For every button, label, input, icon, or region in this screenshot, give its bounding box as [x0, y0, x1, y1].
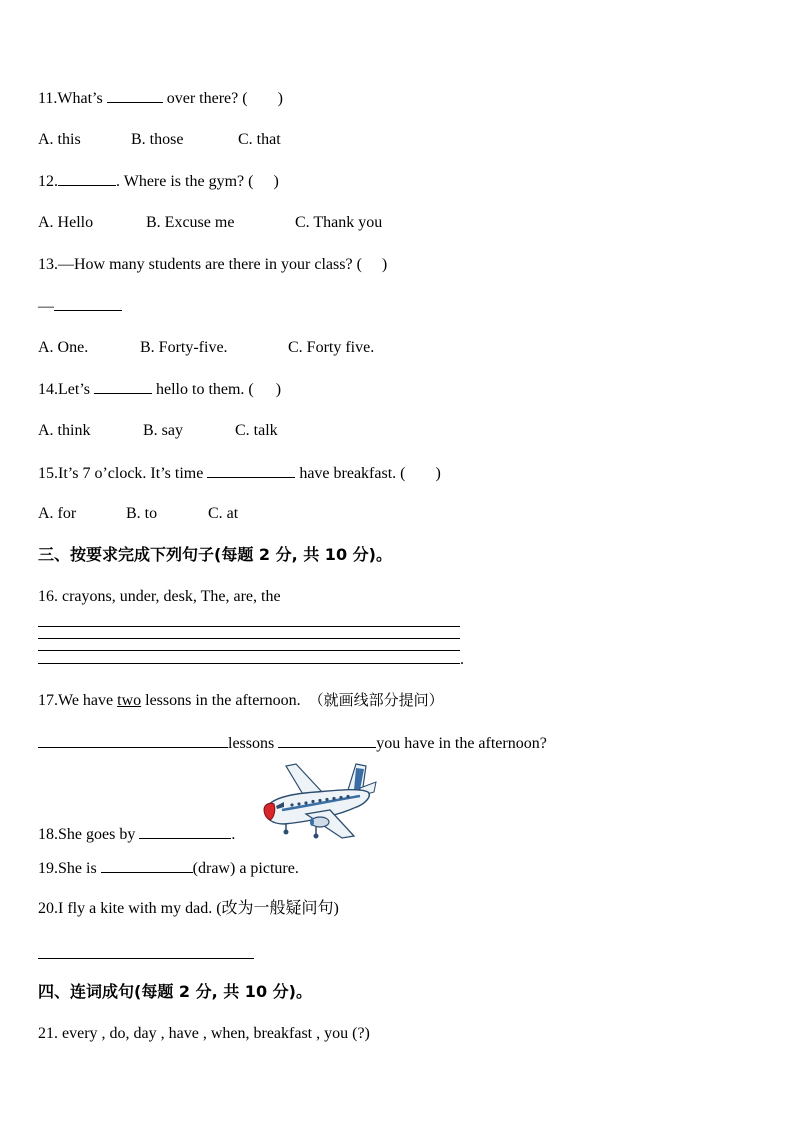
question-19: 19.She is (draw) a picture. — [38, 860, 299, 877]
question-12: 12. . Where is the gym? ( ) — [38, 173, 279, 190]
question-11: 11.What’s over there? ( ) — [38, 90, 283, 107]
writing-line[interactable] — [38, 638, 460, 639]
options-13 — [38, 338, 374, 358]
answer-blank[interactable] — [54, 296, 122, 311]
options-12 — [38, 213, 382, 233]
question-18: 18.She goes by . — [38, 826, 236, 843]
writing-line[interactable] — [38, 626, 460, 627]
options-14 — [38, 421, 278, 441]
question-21: 21. every , do, day , have , when, breakfast , you (?) — [38, 1025, 370, 1042]
answer-blank[interactable] — [94, 379, 152, 394]
plane-wheel — [314, 834, 319, 839]
option-a[interactable]: A. think — [38, 422, 91, 439]
answer-blank[interactable] — [101, 858, 193, 873]
section-heading-3: 三、按要求完成下列句子(每题 2 分, 共 10 分)。 — [38, 545, 392, 564]
question-20: 20.I fly a kite with my dad. (改为一般疑问句) — [38, 900, 339, 917]
options-11 — [38, 130, 281, 150]
section-heading-4: 四、连词成句(每题 2 分, 共 10 分)。 — [38, 982, 312, 1001]
plane-wheel — [284, 830, 289, 835]
answer-blank[interactable] — [107, 88, 163, 103]
plane-wing-far — [286, 764, 322, 796]
question-14: 14.Let’s hello to them. ( ) — [38, 381, 282, 398]
options-15 — [38, 504, 238, 524]
option-b[interactable]: B. say — [143, 422, 183, 439]
plane-nose — [264, 803, 275, 820]
option-c[interactable]: C. Forty five. — [288, 339, 375, 356]
airplane-image — [256, 760, 378, 842]
answer-blank[interactable] — [278, 733, 376, 748]
option-a[interactable]: A. One. — [38, 339, 89, 356]
writing-line[interactable] — [38, 663, 460, 664]
option-c[interactable]: C. at — [208, 505, 239, 522]
option-c[interactable]: C. talk — [235, 422, 278, 439]
period-mark: . — [460, 651, 464, 668]
writing-line[interactable] — [38, 650, 460, 651]
writing-line[interactable] — [38, 958, 254, 959]
option-a[interactable]: A. Hello — [38, 214, 94, 231]
option-c[interactable]: C. Thank you — [295, 214, 383, 231]
answer-blank[interactable] — [58, 171, 116, 186]
option-a[interactable]: A. for — [38, 505, 77, 522]
answer-blank[interactable] — [139, 824, 231, 839]
option-b[interactable]: B. to — [126, 505, 158, 522]
answer-line-17: lessons you have in the afternoon? — [38, 733, 547, 754]
answer-line-13: — — [38, 296, 122, 317]
option-a[interactable]: A. this — [38, 131, 81, 148]
question-17: 17.We have two lessons in the afternoon. （就画线部分提问） — [38, 691, 444, 709]
underlined-word: two — [117, 692, 142, 709]
question-13: 13.—How many students are there in your class? ( ) — [38, 256, 388, 273]
answer-blank[interactable] — [207, 463, 295, 478]
option-c[interactable]: C. that — [238, 131, 281, 148]
answer-blank[interactable] — [38, 733, 228, 748]
option-b[interactable]: B. Excuse me — [146, 214, 235, 231]
question-15: 15.It’s 7 o’clock. It’s time have breakfast. ( ) — [38, 465, 441, 482]
question-16: 16. crayons, under, desk, The, are, the — [38, 588, 281, 605]
option-b[interactable]: B. Forty-five. — [140, 339, 228, 356]
option-b[interactable]: B. those — [131, 131, 184, 148]
